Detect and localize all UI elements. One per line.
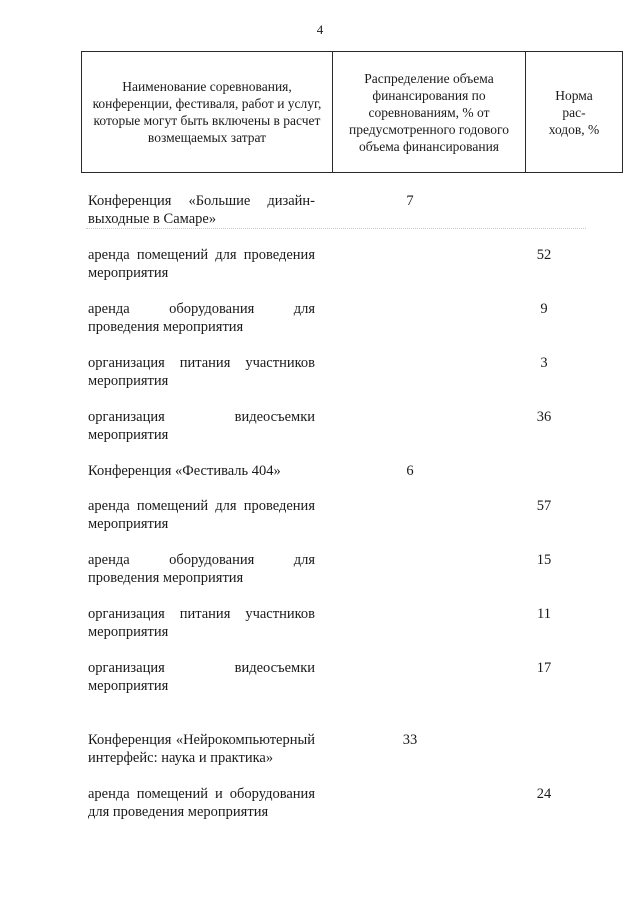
row-name: организация питания участников мероприятия [88, 355, 315, 389]
row-norm: 24 [536, 786, 552, 802]
row-name: Конференция «Фестиваль 404» [88, 463, 281, 479]
row-norm: 9 [540, 301, 548, 317]
row-name: аренда помещений и оборудования для проведения мероприятия [88, 786, 315, 820]
row-name: аренда помещений для проведения мероприятия [88, 498, 315, 532]
row-name: организация видеосъемки мероприятия [88, 409, 315, 443]
row-name: аренда оборудования для проведения мероприятия [88, 301, 315, 335]
header-norm-column [526, 52, 623, 173]
row-norm: 17 [536, 660, 552, 676]
header-norm-line3: ходов, % [548, 121, 600, 137]
header-distribution-column: Распределение объема финансирования по соревнованиям, % от предусмотренного годового объема финансирования [333, 52, 526, 173]
row-name: Конференция «Большие дизайн-выходные в Самаре» [88, 193, 315, 227]
row-norm: 15 [536, 552, 552, 568]
dotted-divider [86, 228, 586, 229]
row-norm: 3 [540, 355, 548, 371]
row-name: аренда помещений для проведения мероприятия [88, 247, 315, 281]
header-norm-line2: рас- [562, 104, 586, 120]
table-header [81, 51, 623, 173]
row-norm: 57 [536, 498, 552, 514]
header-norm-line1: Норма [555, 87, 593, 103]
row-name: организация видеосъемки мероприятия [88, 660, 315, 694]
row-name: организация питания участников мероприятия [88, 606, 315, 640]
row-distribution: 33 [402, 732, 418, 748]
row-distribution: 7 [406, 193, 414, 209]
page-number: 4 [316, 22, 324, 37]
row-distribution: 6 [406, 463, 414, 479]
header-name-column: Наименование соревнования, конференции, фестиваля, работ и услуг, которые могут быть включены в расчет возмещаемых затрат [82, 52, 333, 173]
row-norm: 11 [537, 606, 551, 622]
row-norm: 52 [536, 247, 552, 263]
row-name: Конференция «Нейрокомпьютерный интерфейс: наука и практика» [88, 732, 315, 766]
row-name: аренда оборудования для проведения мероприятия [88, 552, 315, 586]
row-norm: 36 [536, 409, 552, 425]
